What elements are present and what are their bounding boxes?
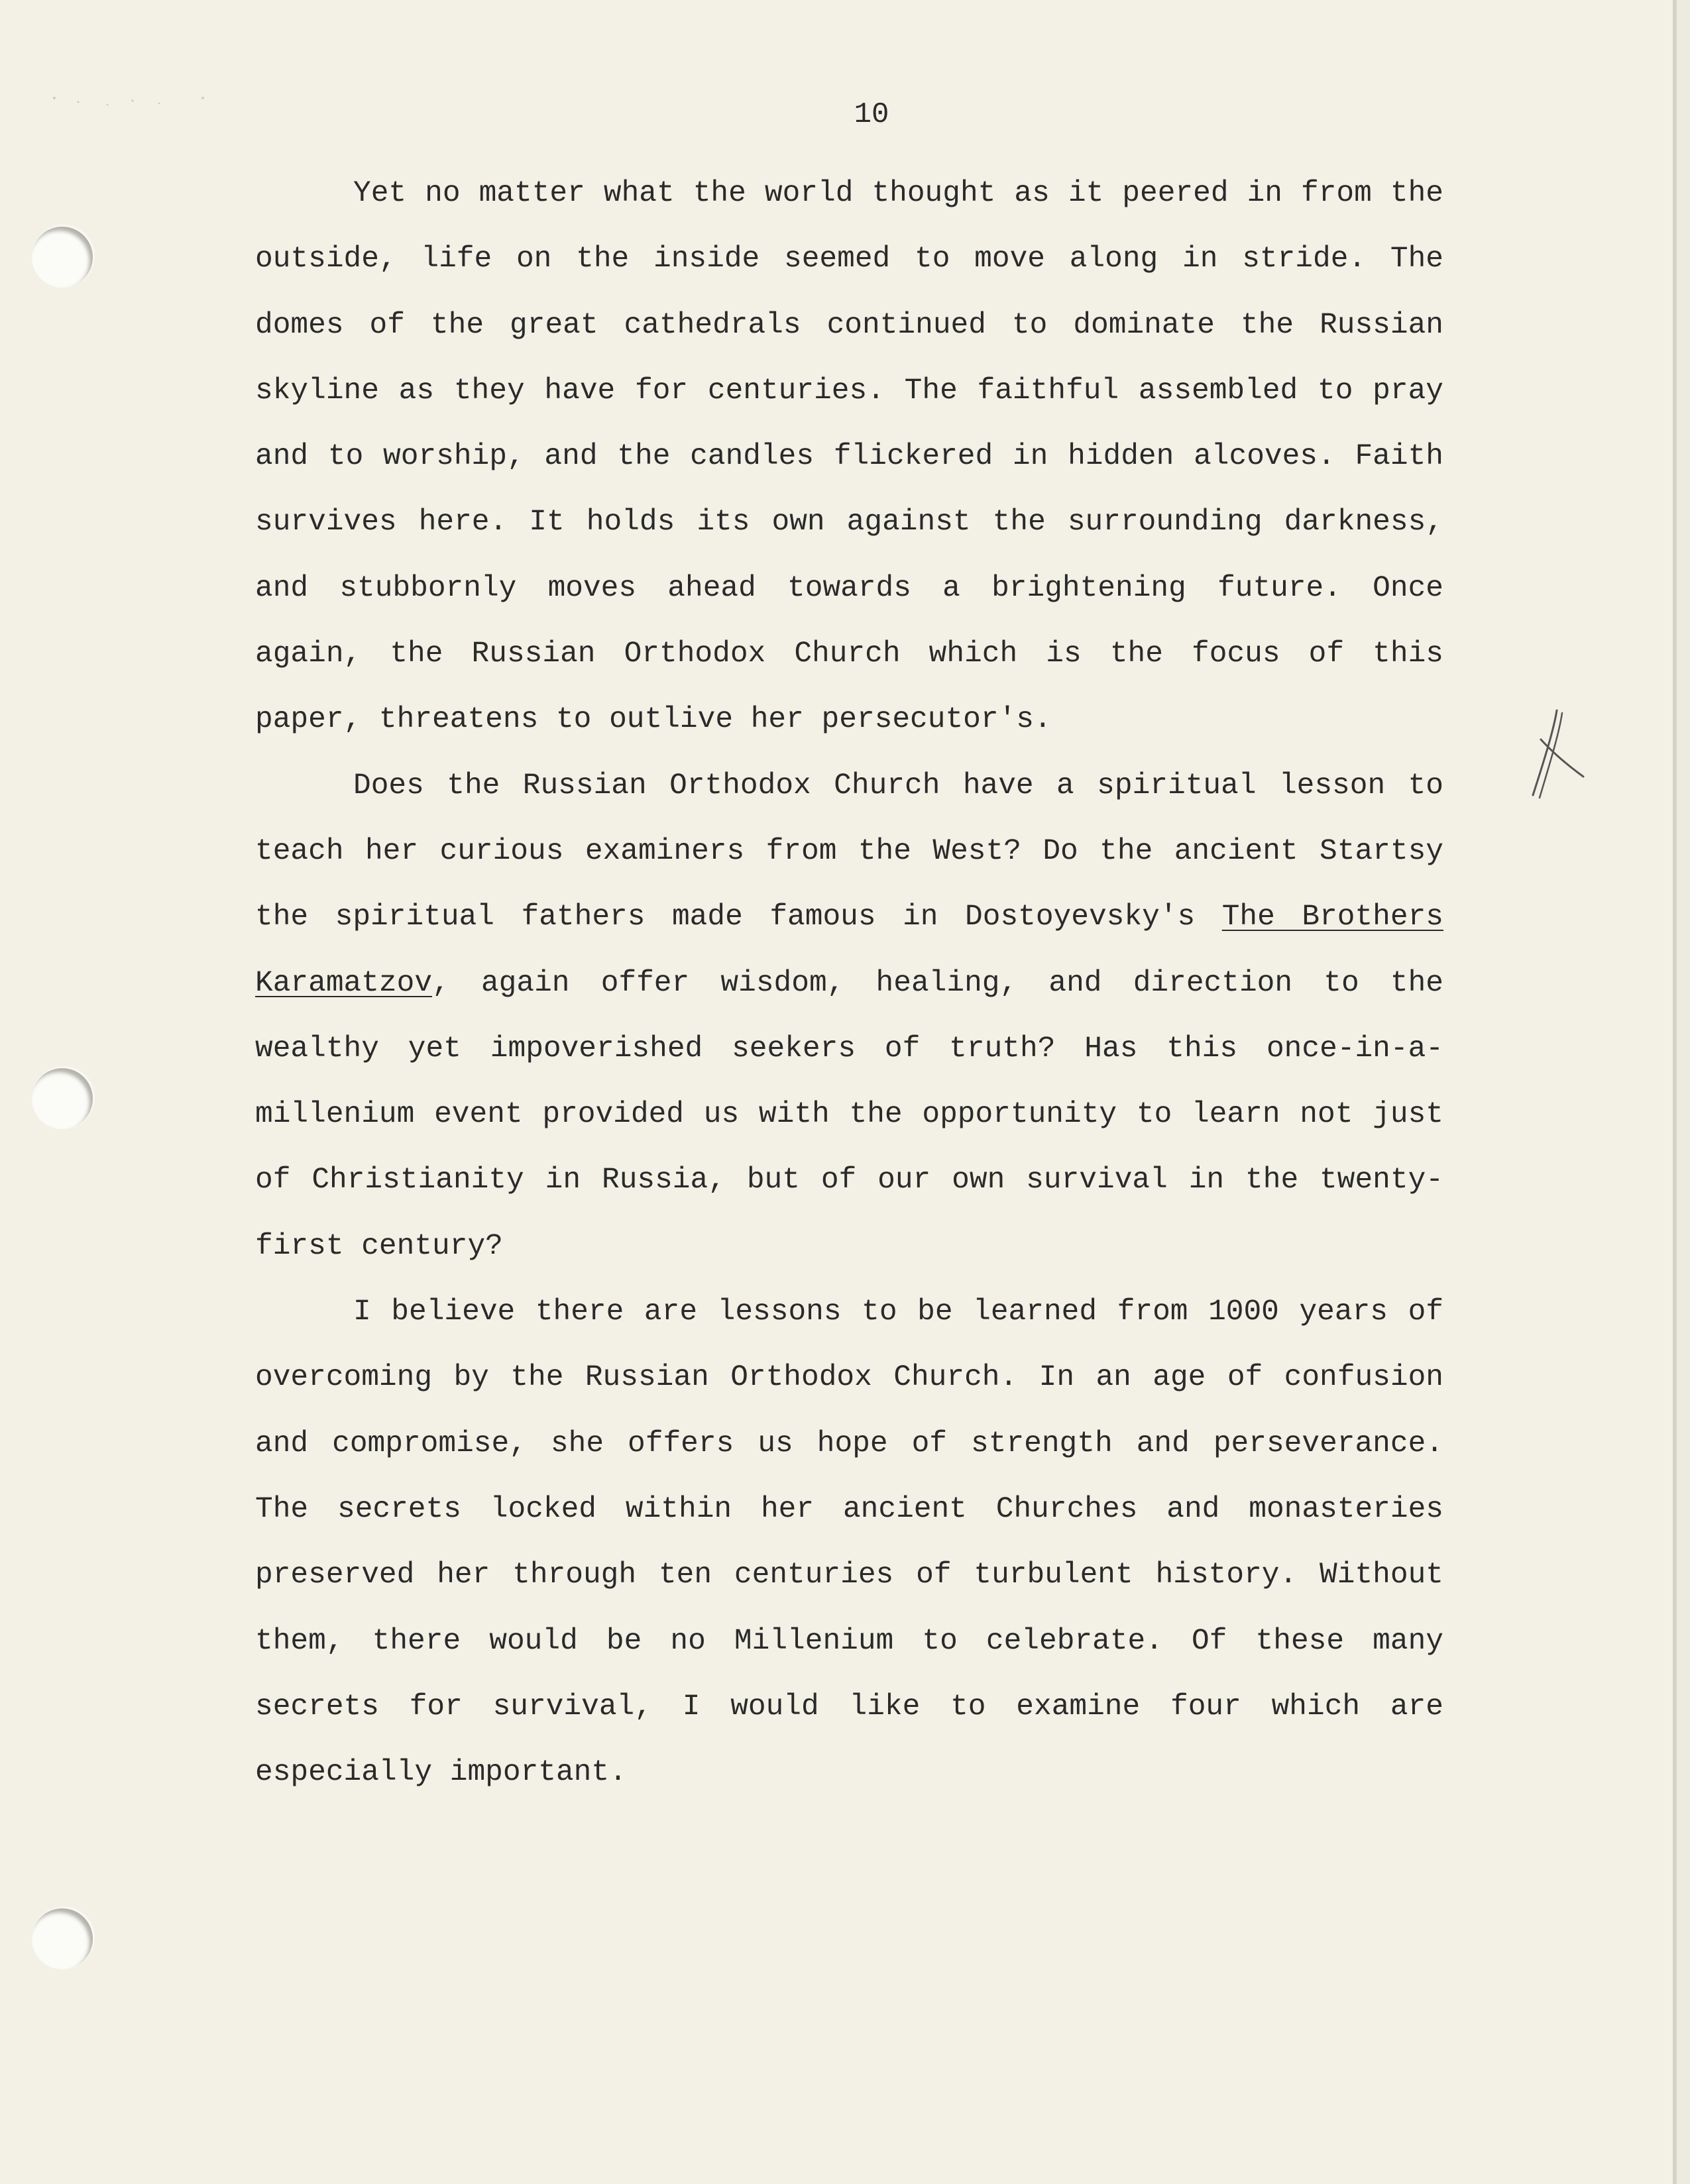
punch-hole-top: [32, 227, 93, 288]
paragraph-1: Yet no matter what the world thought as it peered in from the outside, life on the inside seemed to move along in stride. The domes of the great cathedrals continued to dominate the Russian skyline as they have for centuries. The faithful assembled to pray and to worship, and the candles flickered in hidden alcoves. Faith survives here. It holds its own against the surrounding darkness, and stubbornly moves ahead towards a brightening future. Once again, the Russian Orthodox Church which is the focus of this paper, threatens to outlive her persecutor's.: [255, 177, 1443, 737]
page-number: 10: [854, 98, 889, 131]
punch-hole-middle: [32, 1068, 93, 1129]
handwritten-check-mark-icon: [1528, 708, 1587, 800]
punch-hole-bottom: [32, 1908, 93, 1969]
paragraph-2-text-after-title: , again offer wisdom, healing, and direction to the wealthy yet impoverished seekers of truth? Has this once-in-a-millenium event provided us with the opportunity to learn not just of Christianity in Russia, but of our own survival in the twenty-first century?: [255, 966, 1443, 1263]
book-title: The Brothers Karamatzov: [255, 901, 1443, 1000]
paragraph-2-text-before-title: Does the Russian Orthodox Church have a spiritual lesson to teach her curious examiners from the West? Do the ancient Startsy the spiritual fathers made famous in Dostoyevsky's: [255, 769, 1443, 934]
body-text: [255, 161, 1443, 1806]
paragraph-3: I believe there are lessons to be learned from 1000 years of overcoming by the Russian Orthodox Church. In an age of confusion and compromise, she offers us hope of strength and perseverance. The secrets locked within her ancient Churches and monasteries preserved her through ten centuries of turbulent history. Without them, there would be no Millenium to celebrate. Of these many secrets for survival, I would like to examine four which are especially important.: [255, 1295, 1443, 1790]
paragraph-2: [255, 753, 1443, 1280]
